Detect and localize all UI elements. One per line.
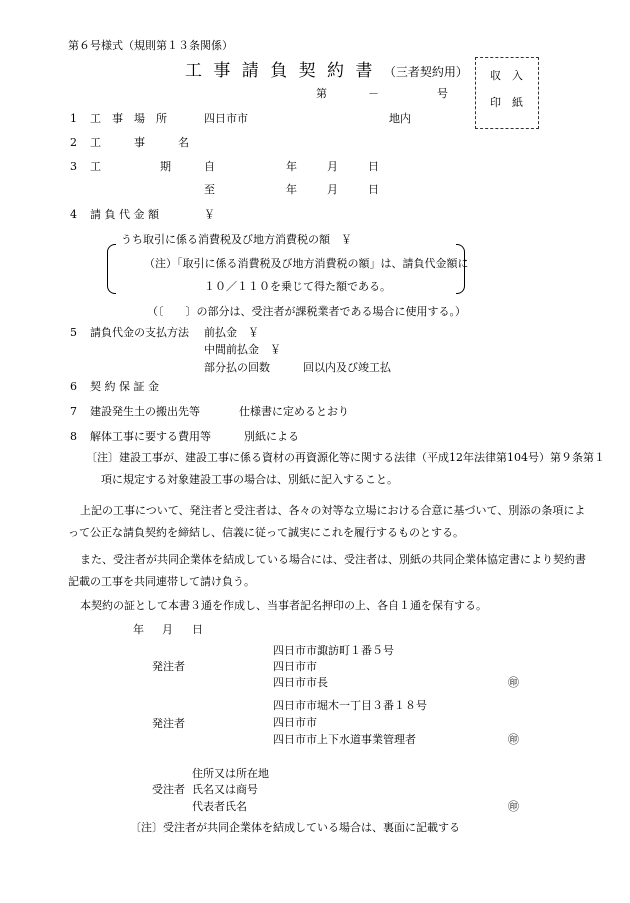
body-paragraph-1b: って公正な請負契約を締結し、信義に従って誠実にこれを履行するものとする。 [68, 526, 464, 539]
contractor-address-label: 住所又は所在地 [192, 767, 269, 780]
contractor-seal-mark: ㊞ [508, 800, 519, 813]
item-1-label: 工 事 場 所 [90, 112, 167, 125]
item-4-number: 4 [70, 208, 77, 221]
item-2-label: 工 事 名 [90, 136, 189, 149]
orderer-1-role: 発注者 [152, 660, 185, 673]
document-title-sub: （三者契約用） [383, 65, 468, 79]
contractor-role: 受注者 [152, 783, 185, 796]
item-5-number: 5 [70, 326, 77, 339]
recycling-note-line-1: 〔注〕建設工事が、建設工事に係る資材の再資源化等に関する法律（平成12年法律第104号）第９条第１ [86, 451, 605, 464]
signing-date-year: 年 [133, 623, 144, 636]
period-to: 至 [204, 183, 215, 196]
tax-note-line-2: １０／１１０を乗じて得た額である。 [204, 280, 391, 293]
interim-advance-payment: 中間前払金 ￥ [204, 343, 281, 356]
period-from-day: 日 [368, 160, 379, 173]
orderer-2-seal-mark: ㊞ [508, 733, 519, 746]
period-from: 自 [204, 160, 215, 173]
item-8-label: 解体工事に要する費用等 [90, 430, 211, 443]
item-3-label-b: 期 [160, 160, 171, 173]
orderer-1-seal-mark: ㊞ [508, 676, 519, 689]
tax-note-line-3: （〔 〕の部分は、受注者が課税業者である場合に使用する。） [147, 305, 466, 318]
signing-date-day: 日 [192, 623, 203, 636]
period-from-month: 月 [327, 160, 338, 173]
item-7-number: 7 [70, 405, 77, 418]
revenue-stamp-box [475, 57, 539, 129]
item-4-label: 請 負 代 金 額 [90, 208, 159, 221]
body-paragraph-3: 本契約の証として本書３通を作成し、当事者記名押印の上、各自１通を保有する。 [80, 599, 487, 612]
item-1-number: 1 [70, 112, 77, 125]
form-number: 第６号様式（規則第１３条関係） [68, 39, 233, 52]
item-3-number: 3 [70, 160, 77, 173]
contract-number-go: 号 [437, 87, 448, 100]
orderer-1-address: 四日市市諏訪町１番５号 [273, 644, 394, 657]
revenue-stamp-label-1: 収 入 [490, 69, 523, 82]
item-8-value: 別紙による [244, 430, 299, 443]
item-2-number: 2 [70, 136, 77, 149]
item-3-label-a: 工 [90, 160, 101, 173]
item-1-suffix: 地内 [389, 112, 411, 125]
document-title [185, 63, 468, 80]
orderer-2-role: 発注者 [152, 717, 185, 730]
advance-payment: 前払金 ￥ [204, 326, 259, 339]
partial-payment-suffix: 回以内及び竣工払 [303, 361, 391, 374]
tax-note-line-1: （注）「取引に係る消費税及び地方消費税の額」は、請負代金額に [144, 257, 469, 270]
item-6-label: 契 約 保 証 金 [90, 380, 159, 393]
orderer-2-name: 四日市市 [273, 716, 317, 729]
tax-note-bracket-left [107, 244, 116, 294]
footer-note: 〔注〕受注者が共同企業体を結成している場合は、裏面に記載する [130, 821, 460, 834]
orderer-1-representative: 四日市市長 [273, 676, 328, 689]
tax-amount-line: うち取引に係る消費税及び地方消費税の額 ￥ [121, 233, 352, 246]
item-5-label: 請負代金の支払方法 [90, 326, 189, 339]
period-to-year: 年 [286, 183, 297, 196]
item-1-value: 四日市市 [204, 112, 248, 125]
orderer-2-address: 四日市市堀木一丁目３番１８号 [273, 699, 427, 712]
item-6-number: 6 [70, 380, 77, 393]
item-7-label: 建設発生土の搬出先等 [90, 405, 200, 418]
orderer-1-name: 四日市市 [273, 660, 317, 673]
orderer-2-representative: 四日市市上下水道事業管理者 [273, 733, 416, 746]
period-to-month: 月 [327, 183, 338, 196]
contractor-representative-label: 代表者氏名 [192, 800, 247, 813]
document-title-main: 工 事 請 負 契 約 書 [185, 61, 376, 81]
body-paragraph-2a: また、受注者が共同企業体を結成している場合には、受注者は、別紙の共同企業体協定書により契約書 [80, 553, 586, 566]
signing-date-month: 月 [162, 623, 173, 636]
period-to-day: 日 [368, 183, 379, 196]
contract-number-dash: － [368, 87, 379, 100]
body-paragraph-2b: 記載の工事を共同連帯して請け負う。 [68, 575, 255, 588]
item-8-number: 8 [70, 430, 77, 443]
contract-number-dai: 第 [316, 87, 327, 100]
body-paragraph-1a: 上記の工事について、発注者と受注者は、各々の対等な立場における合意に基づいて、別添の条項によ [80, 504, 586, 517]
partial-payment-count: 部分払の回数 [204, 361, 270, 374]
item-7-value: 仕様書に定めるとおり [239, 405, 349, 418]
revenue-stamp-label-2: 印 紙 [490, 96, 523, 109]
period-from-year: 年 [286, 160, 297, 173]
contractor-name-label: 氏名又は商号 [192, 783, 258, 796]
recycling-note-line-2: 項に規定する対象建設工事の場合は、別紙に記入すること。 [101, 473, 398, 486]
item-4-yen: ￥ [204, 208, 215, 221]
